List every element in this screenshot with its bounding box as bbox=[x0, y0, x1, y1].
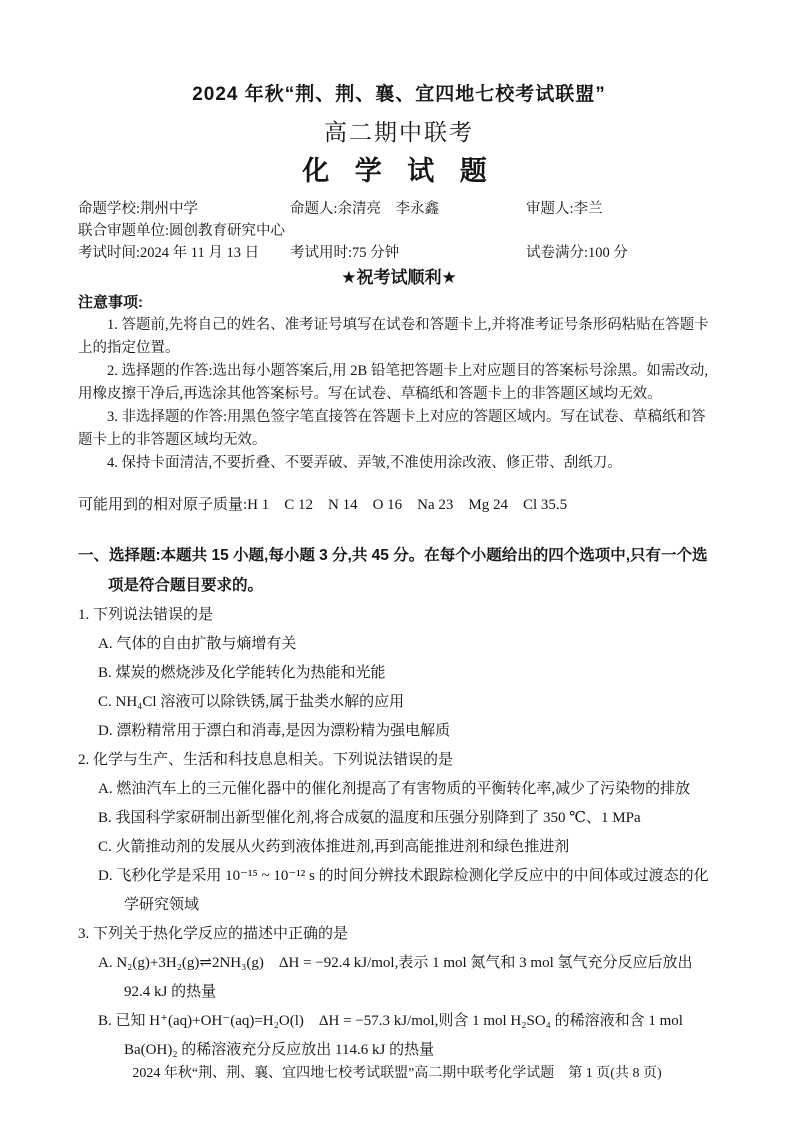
joint-review-unit: 联合审题单位:圆创教育研究中心 bbox=[78, 223, 286, 239]
subject-title: 化 学 试 题 bbox=[302, 156, 496, 186]
question-2 bbox=[78, 746, 720, 920]
question-1-option-c: C. NH₄Cl 溶液可以除铁锈,属于盐类水解的应用 bbox=[98, 694, 405, 710]
notice-item-3: 3. 非选择题的作答:用黑色签字笔直接答在答题卡上对应的答题区域内。写在试卷、草稿纸和答题卡上的非答题区域均无效。 bbox=[78, 409, 706, 448]
exam-league-title: 2024 年秋“荆、荆、襄、宜四地七校考试联盟” bbox=[192, 84, 606, 105]
reviewer: 审题人:李兰 bbox=[526, 201, 603, 217]
notice-section bbox=[78, 292, 720, 475]
meta-row-3 bbox=[78, 242, 720, 264]
questions-list bbox=[78, 601, 720, 1065]
question-setters: 命题人:余清亮 李永鑫 bbox=[290, 201, 440, 217]
question-1-option-d: D. 漂粉精常用于漂白和消毒,是因为漂粉精为强电解质 bbox=[98, 723, 451, 739]
question-1 bbox=[78, 601, 720, 746]
exam-meta-block bbox=[78, 198, 720, 264]
meta-row-1 bbox=[78, 198, 720, 220]
setter-school: 命题学校:荆州中学 bbox=[78, 201, 199, 217]
question-3-option-a: A. N₂(g)+3H₂(g)⇌2NH₃(g) ΔH = −92.4 kJ/mol,表示 1 mol 氮气和 3 mol 氢气充分反应后放出 92.4 kJ 的热量 bbox=[98, 955, 693, 1000]
page-footer: 2024 年秋“荆、荆、襄、宜四地七校考试联盟”高二期中联考化学试题 第 1 页(共 8 页) bbox=[132, 1066, 662, 1081]
question-2-option-c: C. 火箭推动剂的发展从火药到液体推进剂,再到高能推进剂和绿色推进剂 bbox=[98, 839, 570, 855]
question-2-option-d: D. 飞秒化学是采用 10⁻¹⁵ ~ 10⁻¹² s 的时间分辨技术跟踪检测化学反应中的中间体或过渡态的化学研究领域 bbox=[98, 868, 709, 913]
question-2-stem: 2. 化学与生产、生活和科技息息相关。下列说法错误的是 bbox=[78, 752, 454, 768]
question-3-stem: 3. 下列关于热化学反应的描述中正确的是 bbox=[78, 926, 349, 942]
exam-duration: 考试用时:75 分钟 bbox=[290, 245, 400, 261]
question-2-option-b: B. 我国科学家研制出新型催化剂,将合成氨的温度和压强分别降到了 350 ℃、1 MPa bbox=[98, 810, 641, 826]
notice-item-1: 1. 答题前,先将自己的姓名、准考证号填写在试卷和答题卡上,并将准考证号条形码粘贴在答题卡上的指定位置。 bbox=[78, 317, 709, 356]
atomic-mass-line: 可能用到的相对原子质量:H 1 C 12 N 14 O 16 Na 23 Mg 24 Cl 35.5 bbox=[78, 497, 568, 513]
full-score: 试卷满分:100 分 bbox=[526, 245, 628, 261]
question-1-option-a: A. 气体的自由扩散与熵增有关 bbox=[98, 636, 297, 652]
question-2-option-a: A. 燃油汽车上的三元催化器中的催化剂提高了有害物质的平衡转化率,减少了污染物的排放 bbox=[98, 781, 691, 797]
notice-item-4: 4. 保持卡面清洁,不要折叠、不要弄破、弄皱,不准使用涂改液、修正带、刮纸刀。 bbox=[107, 455, 622, 471]
blessing-line: ★祝考试顺利★ bbox=[341, 268, 457, 287]
question-1-option-b: B. 煤炭的燃烧涉及化学能转化为热能和光能 bbox=[98, 665, 386, 681]
question-3-option-b: B. 已知 H⁺(aq)+OH⁻(aq)=H₂O(l) ΔH = −57.3 kJ/mol,则含 1 mol H₂SO₄ 的稀溶液和含 1 mol Ba(OH)₂ 的稀溶液充分反应放出 114.6 kJ 的热量 bbox=[98, 1013, 683, 1058]
question-3 bbox=[78, 920, 720, 1065]
section1-heading: 一、选择题:本题共 15 小题,每小题 3 分,共 45 分。在每个小题给出的四个选项中,只有一个选项是符合题目要求的。 bbox=[78, 547, 708, 594]
exam-session-title: 高二期中联考 bbox=[324, 120, 474, 145]
notice-heading: 注意事项: bbox=[78, 294, 143, 311]
question-1-stem: 1. 下列说法错误的是 bbox=[78, 607, 214, 623]
exam-date: 考试时间:2024 年 11 月 13 日 bbox=[78, 245, 260, 261]
notice-item-2: 2. 选择题的作答:选出每小题答案后,用 2B 铅笔把答题卡上对应题目的答案标号涂黑。如需改动,用橡皮擦干净后,再选涂其他答案标号。写在试卷、草稿纸和答题卡上的非答题区域均无效。 bbox=[78, 363, 708, 402]
